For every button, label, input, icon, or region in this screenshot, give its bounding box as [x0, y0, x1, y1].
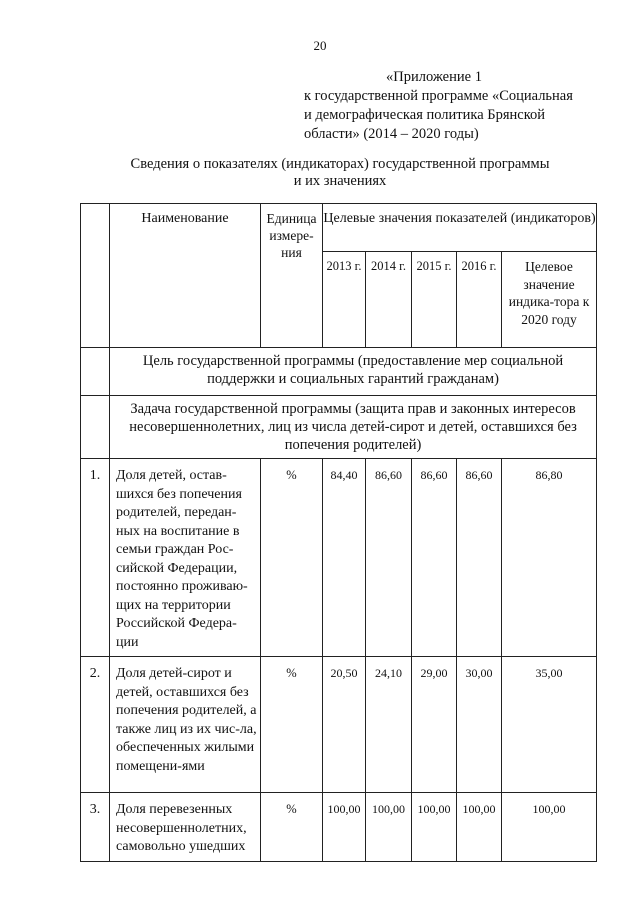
document-title-line-1: Сведения о показателях (индикаторах) государственной программы: [130, 156, 550, 172]
header-target-values: Целевые значения показателей (индикаторов): [323, 204, 597, 252]
row-number: 3.: [81, 793, 110, 862]
value-2013: 20,50: [323, 657, 366, 793]
value-2015: 29,00: [412, 657, 457, 793]
appendix-line-2: к государственной программе «Социальная: [304, 88, 573, 104]
task-row: [81, 396, 597, 459]
indicator-name: Доля детей-сирот и детей, оставшихся без попечения родителей, а также лиц из их чис-ла, обеспеченных жилыми помещени-ями: [110, 657, 261, 793]
table-row: [81, 459, 597, 657]
goal-row: [81, 348, 597, 396]
value-2016: 86,60: [457, 459, 502, 657]
header-year-2013: 2013 г.: [323, 252, 366, 348]
table-row: [81, 657, 597, 793]
table-row: [81, 793, 597, 862]
appendix-line-4: области» (2014 – 2020 годы): [304, 126, 479, 142]
header-unit: Единица измере-ния: [261, 204, 323, 348]
header-name: Наименование: [110, 204, 261, 348]
value-2020: 35,00: [502, 657, 597, 793]
goal-text: Цель государственной программы (предоставление мер социальной поддержки и социальных гарантий гражданам): [110, 348, 597, 396]
indicator-unit: %: [261, 657, 323, 793]
appendix-header: [304, 68, 604, 144]
page-number: 20: [313, 38, 327, 53]
value-2015: 100,00: [412, 793, 457, 862]
value-2020: 86,80: [502, 459, 597, 657]
value-2013: 84,40: [323, 459, 366, 657]
header-num-cell: [81, 204, 110, 348]
value-2016: 30,00: [457, 657, 502, 793]
indicator-unit: %: [261, 793, 323, 862]
header-target-2020: Целевое значение индика-тора к 2020 году: [502, 252, 597, 348]
indicators-table: [80, 203, 597, 862]
value-2014: 100,00: [366, 793, 412, 862]
appendix-line-1: «Приложение 1: [386, 69, 482, 85]
task-num-cell: [81, 396, 110, 459]
row-number: 1.: [81, 459, 110, 657]
header-year-2015: 2015 г.: [412, 252, 457, 348]
appendix-line-3: и демографическая политика Брянской: [304, 107, 546, 123]
value-2016: 100,00: [457, 793, 502, 862]
value-2020: 100,00: [502, 793, 597, 862]
value-2013: 100,00: [323, 793, 366, 862]
goal-num-cell: [81, 348, 110, 396]
task-text: Задача государственной программы (защита прав и законных интересов несовершеннолетних, лиц из числа детей-сирот и детей, оставшихся без попечения родителей): [110, 396, 597, 459]
value-2014: 24,10: [366, 657, 412, 793]
row-number: 2.: [81, 657, 110, 793]
value-2014: 86,60: [366, 459, 412, 657]
indicator-unit: %: [261, 459, 323, 657]
document-title-line-2: и их значениях: [293, 173, 387, 189]
indicator-name: Доля перевезенных несовершеннолетних, самовольно ушедших: [110, 793, 261, 862]
header-year-2016: 2016 г.: [457, 252, 502, 348]
document-title: [110, 156, 570, 190]
header-row-1: [81, 204, 597, 252]
indicator-name: Доля детей, остав-шихся без попечения родителей, передан-ных на воспитание в семьи граждан Рос-сийской Федерации, постоянно проживаю-щих на территории Российской Федера-ции: [110, 459, 261, 657]
value-2015: 86,60: [412, 459, 457, 657]
header-year-2014: 2014 г.: [366, 252, 412, 348]
